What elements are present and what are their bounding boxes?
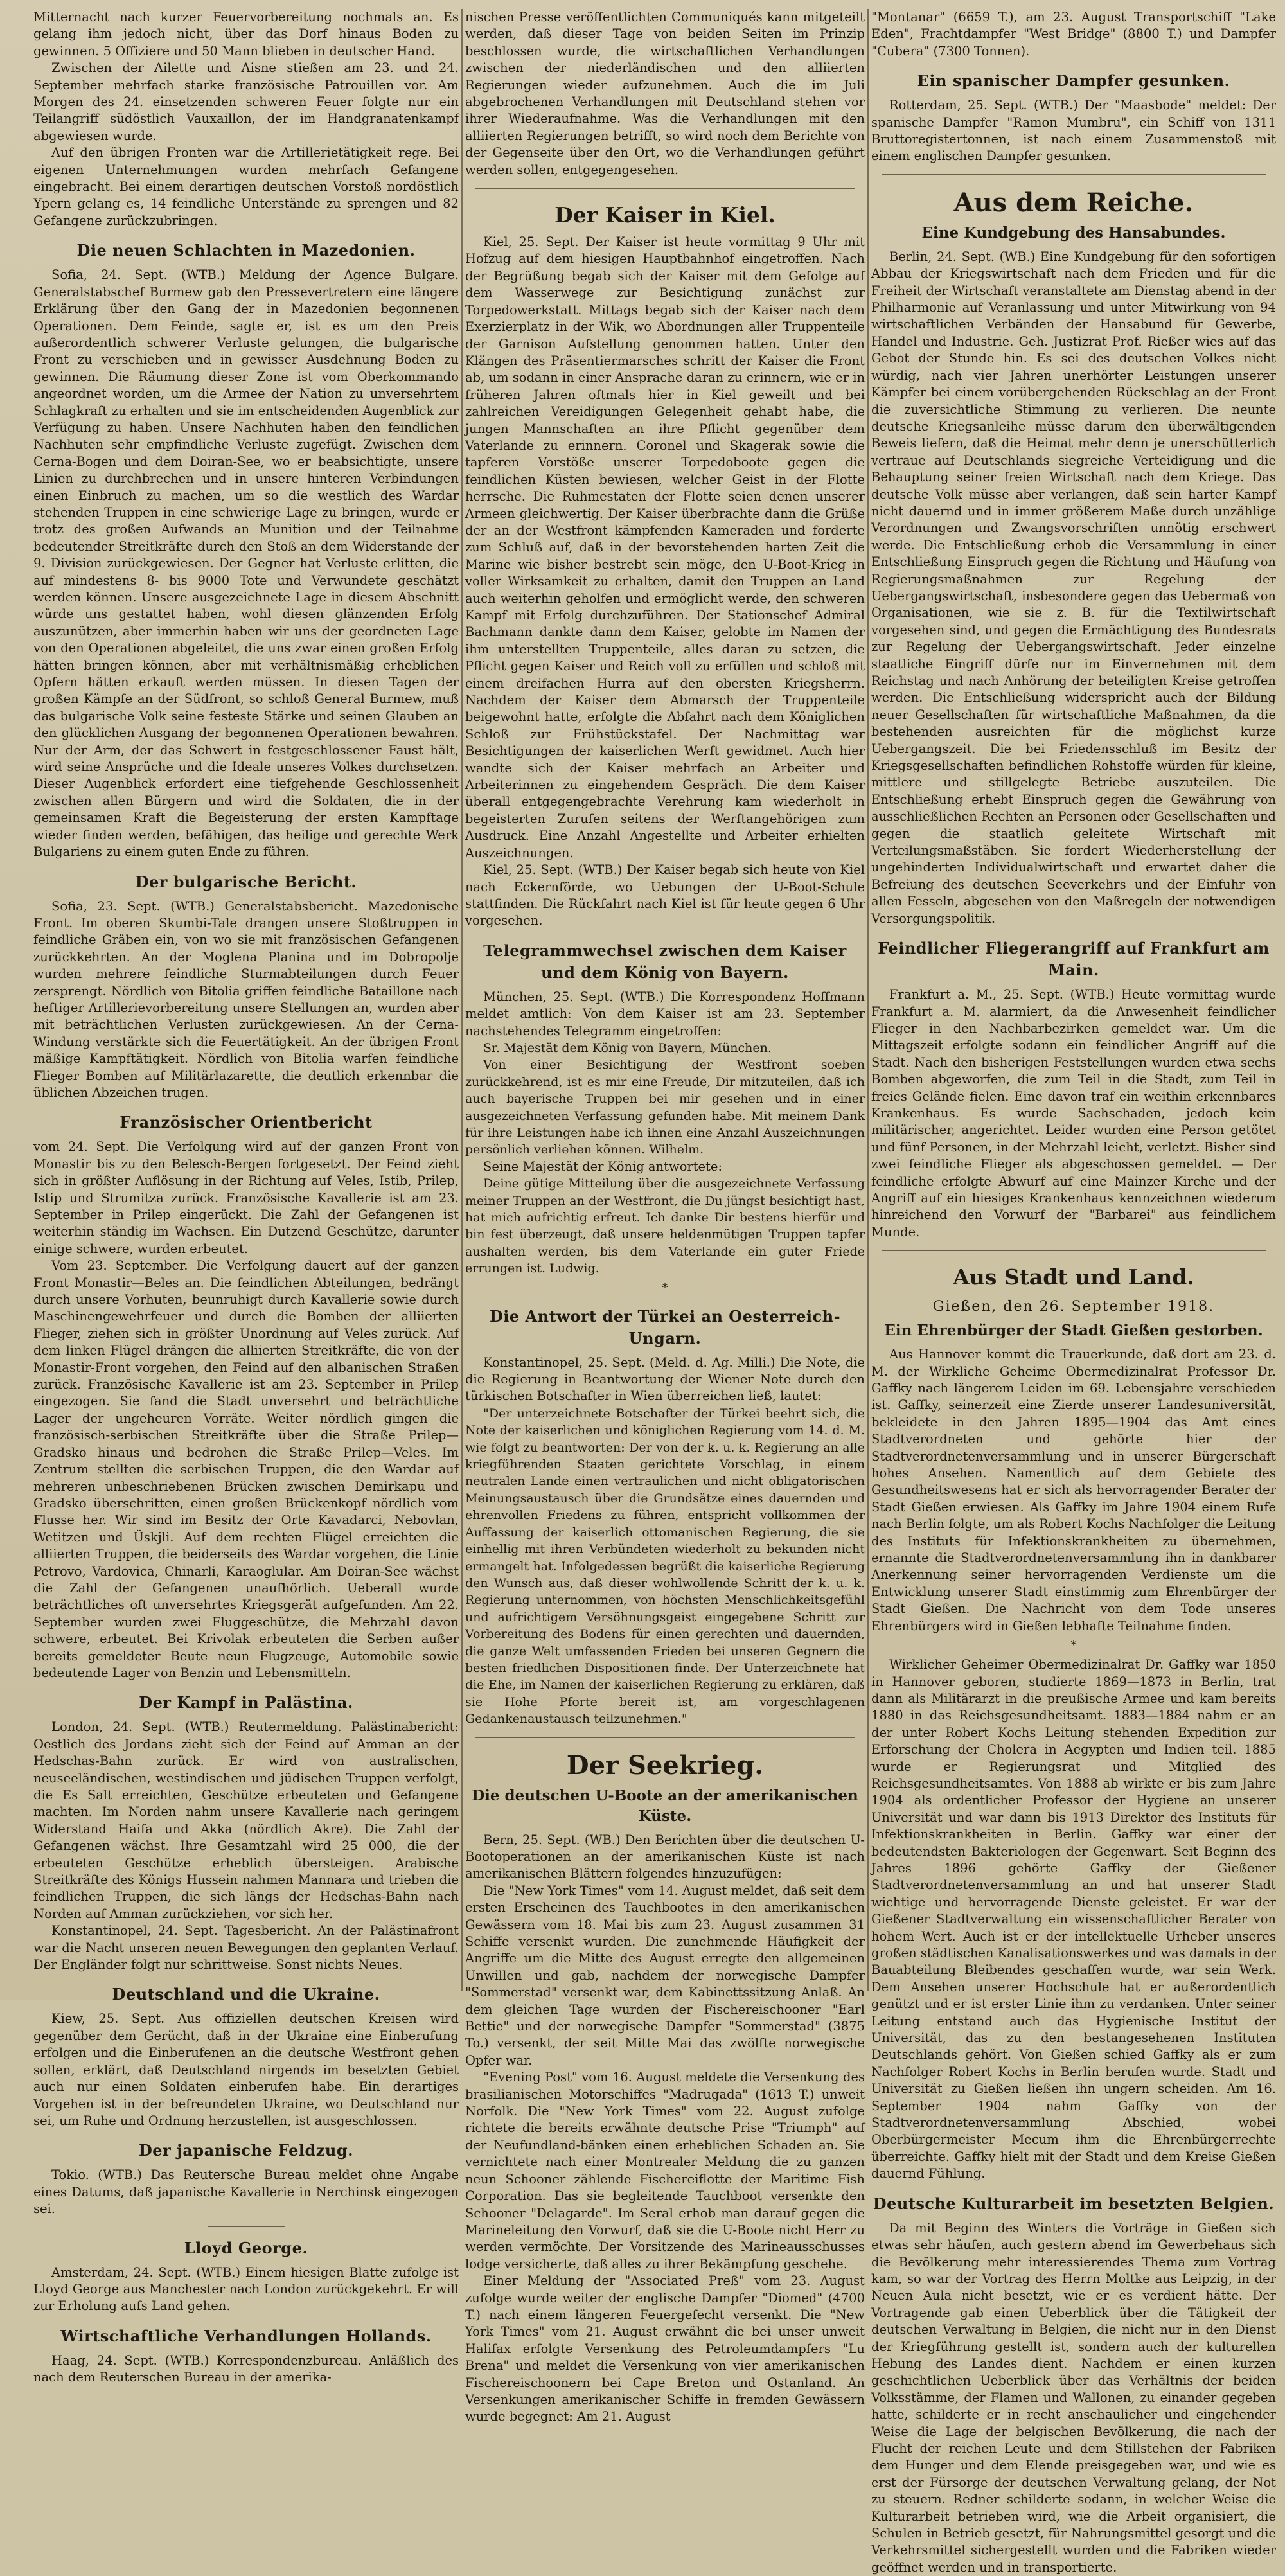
- article-paragraph: Konstantinopel, 25. Sept. (Meld. d. Ag. Milli.) Die Note, die die Regierung in Beantwortung der Wiener Note durch den türkischen Botschafter in Wien überreichen ließ, lautet:: [465, 1355, 865, 1404]
- separator-star: *: [662, 1281, 668, 1295]
- divider: [475, 1737, 855, 1738]
- article-paragraph: Konstantinopel, 24. Sept. Tagesbericht. An der Palästinafront war die Nacht unseren neuen Bewegungen den geplanten Verlauf. Der Engländer folgt nur schrittweise. Sonst nichts Neues.: [33, 1923, 459, 1973]
- column-2: [465, 9, 865, 2424]
- intro-text: Mitternacht nach kurzer Feuervorbereitung nochmals an. Es gelang ihm jedoch nicht, über das Dorf hinaus Boden zu gewinnen. 5 Offiziere und 50 Mann blieben in deutscher Hand. Zwischen der Ailette und Aisne stießen am 23. und 24. September mehrfach starke französische Patrouillen vor. Am Morgen des 24. einsetzenden schweren Feuer folgte nur ein Teilangriff südöstlich Vauxaillon, der im Handgranatenkampf abgewiesen wurde. Auf den übrigen Fronten war die Artillerietätigkeit rege. Bei eigenen Unternehmungen wurden mehrfach Gefangene eingebracht. Bei einem derartigen deutschen Vorstoß nordöstlich Ypern gelang es, 14 feindliche Unterstände zu sprengen und 82 Gefangene zurückzubringen.: [33, 10, 459, 228]
- article-paragraph: Seine Majestät der König antwortete:: [483, 1159, 723, 1174]
- section-heading: Aus dem Reiche.: [953, 187, 1194, 218]
- article-paragraph: Rotterdam, 25. Sept. (WTB.) Der "Maasbode" meldet: Der spanische Dampfer "Ramon Mumbru", ein Schiff von 1311 Bruttoregistertonnen, ist nach einem Zusammenstoß mit einem englischen Dampfer gesunken.: [871, 98, 1276, 164]
- section-heading: Die neuen Schlachten in Mazedonien.: [76, 241, 416, 260]
- article-paragraph: Amsterdam, 24. Sept. (WTB.) Einem hiesigen Blatte zufolge ist Lloyd George aus Manchester nach London zurückgekehrt. Er will zur Erholung aufs Land gehen.: [33, 2264, 459, 2314]
- article-paragraph: "Der unterzeichnete Botschafter der Türkei beehrt sich, die Note der kaiserlichen und königlichen Regierung vom 14. d. M. wie folgt zu beantworten: Der von der k. u. k. Regierung an alle kriegführenden Staaten gerichtete Vorschlag, in einem neutralen Lande einen vertraulichen und nicht obligatorischen Meinungsaustausch über die Grundsätze eines dauernden und ehrenvollen Friedens zu führen, entspricht vollkommen der Auffassung der kaiserlich ottomanischen Regierung, die sie einhellig mit ihren Verbündeten wiederholt zu bekunden nicht ermangelt hat. Infolgedessen begrüßt die kaiserliche Regierung den Wunsch aus, daß dieser wohlwollende Schritt der k. u. k. Regierung unternommen, von höchsten Menschlichkeitsgefühl und aufrichtigem Versöhnungsgeist eingegebene Schritt zur Vorbereitung des Bodens für einen gerechten und dauernden, die ganze Welt umfassenden Frieden bei unseren Gegnern die besten friedlichen Dispositionen finde. Der Unterzeichnete hat die Ehe, im Namen der kaiserlichen Regierung zu erklären, daß sie Hohe Pforte bereit ist, am vorgeschlagenen Gedankenaustausch teilzunehmen.": [465, 1406, 865, 1727]
- article-paragraph: Da mit Beginn des Winters die Vorträge in Gießen sich etwas sehr häufen, auch gestern abend im Gewerbehaus sich die Bevölkerung mehr interessierendes Thema zum Vortrag kam, so war der Vortrag des Herrn Moltke aus Leipzig, in der Neuen Aula nicht besetzt, wie er es verdient hätte. Der Vortragende gab einen Ueberblick über die Tätigkeit der deutschen Verwaltung in Belgien, die nicht nur in den Dienst der Kriegführung gestellt ist, sondern auch der kulturellen Hebung des Landes dient. Nachdem er einen kurzen geschichtlichen Ueberblick über das Verhältnis der beiden Volksstämme, der Flamen und Wallonen, zu einander gegeben hatte, schilderte er in recht anschaulicher und eingehender Weise die Lage der belgischen Bevölkerung, die nach der Flucht der reichen Leute und dem Stillstehen der Fabriken dem Hunger und dem Elende preisgegeben war, und wie es erst der Fürsorge der deutschen Verwaltung gelang, der Not zu steuern. Redner schilderte sodann, in welcher Weise die Kulturarbeit betrieben wird, wie die Arbeit organisiert, die Schulen in Betrieb gesetzt, für Nahrungsmittel gesorgt und die Verkehrsmittel sichergestellt wurden und die Fabriken wieder geöffnet werden und in transportierte.: [871, 2220, 1276, 2575]
- section-heading: Aus Stadt und Land.: [953, 1265, 1194, 1290]
- section-heading: Die Antwort der Türkei an Oesterreich-Ungarn.: [489, 1306, 841, 1347]
- article-paragraph: Kiel, 25. Sept. Der Kaiser ist heute vormittag 9 Uhr mit Hofzug auf dem hiesigen Hauptbahnhof eingetroffen. Nach der Begrüßung begab sich der Kaiser mit dem Gefolge auf dem Wasserwege zur Besichtigung zunächst zur Torpedowerkstatt. Mittags begab sich der Kaiser nach dem Exerzierplatz in der Wik, wo Abordnungen aller Truppenteile der Garnison Aufstellung genommen hatten. Unter den Klängen des Präsentiermarsches schritt der Kaiser die Front ab, um sodann in einer Ansprache daran zu erinnern, wie er in früheren Jahren oftmals hier in Kiel geweilt und bei zahlreichen Vereidigungen Gelegenheit gehabt habe, die jungen Mannschaften an ihre Pflicht gegenüber dem Vaterlande zu erinnern. Coronel und Skagerak sowie die tapferen Vorstöße unserer Torpedoboote gegen die feindlichen Küsten bewiesen, welcher Geist in der Flotte herrsche. Die Ruhmestaten der Flotte seien denen unserer Armeen gleichwertig. Der Kaiser überbrachte dann die Grüße der an der Westfront kämpfenden Kameraden und forderte zum Schluß auf, daß in der bevorstehenden harten Zeit die Marine wie bisher bestrebt sein möge, den U-Boot-Krieg in voller Wirksamkeit zu erhalten, damit den Truppen an Land auch weiterhin geholfen und ermöglicht werde, den schweren Kampf mit Erfolg durchzuführen. Der Stationschef Admiral Bachmann dankte dann dem Kaiser, gelobte im Namen der ihm unterstellten Truppenteile, alles daran zu setzen, die Pflicht gegen Kaiser und Reich voll zu erfüllen und schloß mit einem dreifachen Hurra auf den obersten Kriegsherrn. Nachdem der Kaiser dem Abmarsch der Truppenteile beigewohnt hatte, erfolgte die Abfahrt nach dem Königlichen Schloß zur Frühstückstafel. Der Nachmittag war Besichtigungen der kaiserlichen Werft gewidmet. Auch hier wandte sich der Kaiser mehrfach an Arbeiter und Arbeiterinnen zu eingehendem Gespräch. Die dem Kaiser überall entgegengebrachte Verehrung kam wiederholt in begeisterten Zurufen seitens der Werftangehörigen zum Ausdruck. Eine Anzahl Angestellte und Arbeiter erhielten Auszeichnungen.: [465, 235, 865, 860]
- section-heading: Der Seekrieg.: [566, 1750, 764, 1781]
- article-paragraph: Bern, 25. Sept. (WB.) Den Berichten über die deutschen U-Bootoperationen an der amerikanischen Küste ist nach amerikanischen Blättern folgendes hinzuzufügen:: [465, 1832, 865, 1881]
- article-paragraph: Kiel, 25. Sept. (WTB.) Der Kaiser begab sich heute von Kiel nach Eckernförde, wo Uebungen der U-Boot-Schule stattfinden. Die Rückfahrt nach Kiel ist für heute gegen 6 Uhr vorgesehen.: [465, 862, 865, 928]
- article-paragraph: Von einer Besichtigung der Westfront soeben zurückkehrend, ist es mir eine Freude, Dir mitzuteilen, daß ich auch bayerische Truppen bei mir gesehen und in einer ausgezeichneten Verfassung gefunden habe. Mit meinem Dank für ihre Leistungen habe ich ihnen eine Anzahl Auszeichnungen persönlich verliehen können. Wilhelm.: [465, 1058, 865, 1157]
- section-heading: Lloyd George.: [184, 2238, 308, 2257]
- section-subheading: Ein Ehrenbürger der Stadt Gießen gestorben.: [884, 1322, 1263, 1340]
- article-paragraph: Sr. Majestät dem König von Bayern, München.: [483, 1040, 772, 1055]
- intro-text: "Montanar" (6659 T.), am 23. August Transportschiff "Lake Eden", Frachtdampfer "West Bridge" (8800 T.) und Dampfer "Cubera" (7300 Tonnen).: [871, 10, 1276, 58]
- divider: [882, 1250, 1266, 1251]
- section-heading: Der Kampf in Palästina.: [139, 1693, 353, 1712]
- section-heading: Ein spanischer Dampfer gesunken.: [917, 71, 1230, 91]
- column-rule: [867, 9, 869, 1991]
- column-rule: [461, 9, 463, 1991]
- section-heading: Der Kaiser in Kiel.: [554, 202, 775, 228]
- column-3: [871, 9, 1276, 2575]
- article-paragraph: Berlin, 24. Sept. (WB.) Eine Kundgebung für den sofortigen Abbau der Kriegswirtschaft nach dem Frieden und für die Freiheit der Wirtschaft veranstaltete am Dienstag abend in der Philharmonie auf Veranlassung und unter Mitwirkung von 94 wirtschaftlichen Verbänden der Hansabund für Gewerbe, Handel und Industrie. Geh. Justizrat Prof. Rießer wies auf das Gebot der Stunde hin. Es sei des deutschen Volkes nicht würdig, nach vier Jahren unerhörter Leistungen unserer Kämpfer bei einem vorübergehenden Rückschlag an der Front die zuversichtliche Stimmung zu verlieren. Die neunte deutsche Kriegsanleihe müsse darum den überwältigenden Beweis liefern, daß die Heimat mehr denn je unerschütterlich vertraue auf Deutschlands siegreiche Verteidigung und die Behauptung seiner freien Wirtschaft nach dem Kriege. Das deutsche Volk müsse aber verlangen, daß sein harter Kampf nicht dauernd und in immer größerem Maße durch unzählige Verordnungen und Zwangsvorschriften unnötig erschwert werde. Die Entschließung erhob die Versammlung in einer Entschließung Einspruch gegen die Richtung und Häufung von Regierungsmaßnahmen zur Regelung der Uebergangswirtschaft, insbesondere gegen das Uebermaß von Organisationen, wie sie z. B. für die Textilwirtschaft vorgesehen sind, und gegen die Ermächtigung des Bundesrats zur Regelung der Uebergangswirtschaft. Jeder einzelne staatliche Eingriff dürfe nur im Einvernehmen mit dem Reichstag und nach Anhörung der beteiligten Kreise getroffen werden. Die Entschließung widerspricht auch der Bildung neuer Gesellschaften für wirtschaftliche Maßnahmen, da die bestehenden ausreichten für die möglichst kurze Uebergangszeit. Die bei Friedensschluß im Besitz der Kriegsgesellschaften befindlichen Rohstoffe würden für kleine, mittlere und stillgelegte Betriebe auszuteilen. Die Entschließung erhebt Einspruch gegen die Gewährung von ausschließlichen Rechten an Personen oder Gesellschaften und gegen die staatlich geleitete Wirtschaft mit Verteilungsmaßstäben. Sie fordert Wiederherstellung der ungehinderten Individualwirtschaft und erwartet daher die Befreiung des deutschen Seeverkehrs und der Einfuhr von allen Fesseln, abgesehen von den Maßregeln der notwendigen Versorgungspolitik.: [871, 249, 1276, 926]
- article-paragraph: Wirklicher Geheimer Obermedizinalrat Dr. Gaffky war 1850 in Hannover geboren, studierte 1869—1873 in Berlin, trat dann als Militärarzt in die preußische Armee und kam bereits 1880 in das Reichsgesundheitsamt. 1883—1884 nahm er an der unter Robert Kochs Leitung stehenden Expedition zur Erforschung der Cholera in Aegypten und Indien teil. 1885 wurde er Regierungsrat und Mitglied des Reichsgesundheitsamtes. Von 1888 ab wirkte er bis zum Jahre 1904 als ordentlicher Professor der Hygiene an unserer Universität und war dann bis 1913 Direktor des Instituts für Infektionskrankheiten in Berlin. Gaffky war einer der bedeutendsten Bakteriologen der Gegenwart. Seit Beginn des Jahres 1896 gehörte Gaffky der Gießener Stadtverordnetenversammlung an und hat unserer Stadt wichtige und hervorragende Dienste geleistet. Er war der Gießener Stadtverwaltung ein wissenschaftlicher Berater von hohem Wert. Auch ist er der intellektuelle Urheber unseres großen städtischen Kanalisationswerkes und was damals in der Bauabteilung Bleibendes geschaffen wurde, war sein Werk. Dem Ansehen unserer Hochschule hat er außerordentlich genützt und er ist erster Linie ihm zu verdanken. Unter seiner Leitung entstand auch das Hygienische Institut der Universität, das zu den bestangesehenen Instituten Deutschlands gehört. Von Gießen schied Gaffky als er zum Nachfolger Robert Kochs in Berlin berufen wurde. Stadt und Universität zu Gießen ließen ihn ungern scheiden. Am 16. September 1904 nahm Gaffky von der Stadtverordnetenversammlung Abschied, wobei Oberbürgermeister Mecum ihm die Ehrenbürgerrechte überreichte. Gaffky hielt mit der Stadt und dem Kreise Gießen dauernd Fühlung.: [871, 1657, 1276, 2181]
- section-heading: Telegrammwechsel zwischen dem Kaiser und dem König von Bayern.: [483, 941, 847, 982]
- divider: [475, 188, 855, 189]
- article-paragraph: Deine gütige Mitteilung über die ausgezeichnete Verfassung meiner Truppen an der Westfront, die Du jüngst besichtigt hast, hat mich aufrichtig erfreut. Ich danke Dir bestens hierfür und bin fest überzeugt, daß unsere heldenmütigen Truppen tapfer aushalten werden, bis dem Vaterlande ein guter Friede errungen ist. Ludwig.: [465, 1177, 865, 1276]
- article-paragraph: "Evening Post" vom 16. August meldete die Versenkung des brasilianischen Motorschiffes "Madrugada" (1613 T.) unweit Norfolk. Die "New York Times" vom 22. August zufolge richtete die bereits erwähnte deutsche Prise "Triumph" auf der Neufundland-bänken einen erheblichen Schaden an. Sie vernichtete nach einer Montrealer Meldung die zu ganzen neun Schooner zählende Fischereiflotte der Maritime Fish Corporation. Das sie begleitende Tauchboot versenkte den Schooner "Delagarde". Im Seral erhob man darauf gegen die Marineleitung den Vorwurf, daß sie die U-Boote nicht Herr zu werden vermöchte. Der Vorsitzende des Marineausschusses lodge versicherte, daß alles zu ihrer Bekämpfung geschehe.: [465, 2070, 865, 2271]
- section-subheading: Die deutschen U-Boote an der amerikanischen Küste.: [472, 1786, 858, 1825]
- section-heading: Der japanische Feldzug.: [138, 2141, 354, 2160]
- section-heading: Wirtschaftliche Verhandlungen Hollands.: [60, 2326, 432, 2345]
- article-paragraph: Aus Hannover kommt die Trauerkunde, daß dort am 23. d. M. der Wirkliche Geheime Obermedizinalrat Professor Dr. Gaffky nach längerem Leiden im 69. Lebensjahre verschieden ist. Gaffky, seinerzeit eine Zierde unserer Landesuniversität, bekleidete in den Jahren 1895—1904 das Amt eines Stadtverordneten und gehörte hier der Stadtverordnetenversammlung und in unserer Bürgerschaft hohes Ansehen. Namentlich auf dem Gebiete des Gesundheitswesens hat er sich als hervorragender Berater der Stadt Gießen erwiesen. Als Gaffky im Jahre 1904 einem Rufe nach Berlin folgte, um als Robert Kochs Nachfolger die Leitung des Instituts für Infektionskrankheiten zu übernehmen, ernannte die Stadtverordnetenversammlung ihn in dankbarer Anerkennung seiner hervorragenden Verdienste um die Entwicklung unserer Stadt einstimmig zum Ehrenbürger der Stadt Gießen. Die Nachricht von dem Tode unseres Ehrenbürgers wird in Gießen lebhafte Teilnahme finden.: [871, 1347, 1276, 1633]
- article-paragraph: vom 24. Sept. Die Verfolgung wird auf der ganzen Front von Monastir bis zu den Belesch-Bergen fortgesetzt. Der Feind zieht sich in größter Auflösung in der Richtung auf Veles, Istib, Prilep, Istip und Strumitza zurück. Französische Kavallerie ist am 23. September in Prilep eingerückt. Die Zahl der Gefangenen ist weiterhin ständig im Wachsen. Ein Dutzend Geschütze, darunter einige schwere, wurden erbeutet.: [33, 1139, 459, 1256]
- article-paragraph: Die "New York Times" vom 14. August meldet, daß seit dem ersten Erscheinen des Tauchbootes in den amerikanischen Gewässern vom 18. Mai bis zum 23. August zusammen 31 Schiffe versenkt wurden. Die zunehmende Häufigkeit der Angriffe um die Mitte des August erregte den allgemeinen Unwillen und gab, nachdem der norwegische Dampfer "Sommerstad" versenkt war, dem Kabinettssitzung Anlaß. An dem gleichen Tage wurden der Fischereischooner "Earl Bettie" und der norwegische Dampfer "Sommerstad" (3875 To.) versenkt, der seit Mitte Mai das zwölfte norwegische Opfer war.: [465, 1883, 865, 2068]
- column-1: [33, 9, 459, 2385]
- intro-text: nischen Presse veröffentlichten Communiqués kann mitgeteilt werden, daß dieser Tage von beiden Seiten im Prinzip beschlossen wurde, die wirtschaftlichen Verhandlungen zwischen der niederländischen und den alliierten Regierungen wieder aufzunehmen. Auch die im Juli abgebrochenen Verhandlungen mit Deutschland stehen vor ihrer Wiederaufnahme. Was die Verhandlungen mit den alliierten Regierungen betrifft, so wird noch dem Berichte von der Gegenseite über den Ort, wo die Verhandlungen geführt werden sollen, entgegengesehen.: [465, 10, 865, 177]
- article-paragraph: Einer Meldung der "Associated Preß" vom 23. August zufolge wurde weiter der englische Dampfer "Diomed" (4700 T.) nach einem längeren Feuergefecht versenkt. Die "New York Times" vom 21. August erwähnt die bei unser unweit Halifax erfolgte Versenkung des Petroleumdampfers "Lu Brena" und meldet die Versenkung von vier amerikanischen Fischereischoonern bei Cape Breton und Ostanland. An Versenkungen amerikanischer Schiffe in fremden Gewässern wurde begegnet: Am 21. August: [465, 2273, 865, 2424]
- article-paragraph: Frankfurt a. M., 25. Sept. (WTB.) Heute vormittag wurde Frankfurt a. M. alarmiert, da die Anwesenheit feindlicher Flieger in den Nachbarbezirken gemeldet war. Um die Mittagszeit erfolgte sodann ein feindlicher Angriff auf die Stadt. Nach den bisherigen Feststellungen wurden etwa sechs Bomben abgeworfen, die zum Teil in die Stadt, zum Teil in freies Gelände fielen. Eine davon traf ein weithin erkennbares Krankenhaus. Es wurde Sachschaden, jedoch kein militärischer, angerichtet. Leider wurden eine Person getötet und fünf Personen, in der Mehrzahl leicht, verletzt. Bisher sind zwei feindliche Flieger als abgeschossen gemeldet. — Der feindliche erfolgte Abwurf auf eine Mainzer Kirche und der Angriff auf ein hiesiges Krankenhaus kennzeichnen wiederum hinreichend den Vorwurf der "Barbarei" aus feindlichem Munde.: [871, 987, 1276, 1239]
- article-paragraph: London, 24. Sept. (WTB.) Reutermeldung. Palästinabericht: Oestlich des Jordans zieht sich der Feind auf Amman an der Hedschas-Bahn zurück. Er wird von australischen, neuseeländischen, westindischen und jüdischen Truppen verfolgt, die Es Salt erreichten, Geschütze erbeuteten und Gefangene machten. Im Norden nahm unsere Kavallerie nach geringem Widerstand Haifa und Akka (nördlich Akre). Die Zahl der Gefangenen wächst. Ihre Gesamtzahl wird 25 000, die der erbeuteten Geschütze erheblich übersteigen. Arabische Streitkräfte des Königs Hussein nahmen Mannara und trieben die feindlichen Truppen, die sich längs der Hedschas-Bahn nach Norden auf Amman zurückziehen, vor sich her.: [33, 1719, 459, 1921]
- section-subheading: Eine Kundgebung des Hansabundes.: [921, 224, 1226, 242]
- section-heading: Der bulgarische Bericht.: [135, 872, 357, 891]
- divider: [208, 2226, 285, 2227]
- article-paragraph: Sofia, 23. Sept. (WTB.) Generalstabsbericht. Mazedonische Front. Im oberen Skumbi-Tale drangen unsere Stoßtruppen in feindliche Gräben ein, von wo sie mit französischen Gefangenen zurückkehrten. An der Moglena Planina und im Dobropolje wurden mehrere feindliche Sturmabteilungen durch Feuer zersprengt. Nördlich von Bitolia griffen feindliche Bataillone nach heftiger Artillerievorbereitung unsere Stellungen an, wurden aber mit beträchtlichen Verlusten zurückgewiesen. An der Cerna-Windung verstärkte sich die Feuertätigkeit. An der übrigen Front mäßige Kampftätigkeit. Nördlich von Bitolia warfen feindliche Flieger Bomben auf Militärlazarette, die deutlich erkennbar die üblichen Abzeichen trugen.: [33, 898, 459, 1100]
- article-paragraph: Sofia, 24. Sept. (WTB.) Meldung der Agence Bulgare. Generalstabschef Burmew gab den Pressevertretern eine längere Erklärung über den Gang der in Mazedonien begonnenen Operationen. Dem Feinde, sagte er, ist es um den Preis außerordentlich schwerer Verluste gelungen, die bulgarische Front zu verschieben und in gewisser Ausdehnung Boden zu gewinnen. Die Räumung dieser Zone ist vom Oberkommando angeordnet worden, um die Armee der Nation zu unversehrtem Schlagkraft zu erhalten und sie im entscheidenden Augenblick zur Verfügung zu haben. Unsere Nachhuten haben den feindlichen Nachhuten sehr empfindliche Verluste zugefügt. Zwischen dem Cerna-Bogen und dem Doiran-See, wo er beabsichtigte, unsere Linien zu durchbrechen und in unsere hinteren Verbindungen einen Einbruch zu machen, um so die westlich des Wardar stehenden Truppen in eine schwierige Lage zu bringen, wurde er trotz des großen Aufwands an Munition und der Teilnahme bedeutender Streitkräfte durch den Stoß an dem Widerstande der 9. Division zurückgewiesen. Der Gegner hat Verluste erlitten, die auf mindestens 8- bis 9000 Tote und Verwundete geschätzt werden können. Unsere ausgezeichnete Lage in diesem Abschnitt würde uns gestattet haben, wohl diesen glänzenden Erfolg auszunützen, aber immerhin haben wir uns der geordneten Lage von den Operationen abgeleitet, die uns zwar einen großen Erfolg hätten bringen können, aber mit verhältnismäßig erheblichen Opfern hätten erkauft werden müssen. In diesen Tagen der großen Kämpfe an der Südfront, so schloß General Burmew, muß das bulgarische Volk seine festeste Stärke und seinen Glauben an den glücklichen Ausgang der begonnenen Operationen bewahren. Nur der Arm, der das Schwert in festgeschlossener Faust hält, wird seine Ansprüche und die Ideale unseres Volkes durchsetzen. Dieser Augenblick erfordert eine tiefgehende Geschlossenheit zwischen allen Bürgern und wird die Soldaten, die in der gemeinsamen Kraft die Begeisterung der ersten Kampftage wieder finden werden, befähigen, das heilige und gerechte Werk Bulgariens zu einem guten Ende zu führen.: [33, 267, 459, 860]
- section-heading: Deutschland und die Ukraine.: [112, 1985, 380, 2004]
- article-paragraph: Haag, 24. Sept. (WTB.) Korrespondenzbureau. Anläßlich des nach dem Reuterschen Bureau in der amerika-: [33, 2352, 459, 2385]
- separator-star: *: [1070, 1639, 1077, 1653]
- article-paragraph: München, 25. Sept. (WTB.) Die Korrespondenz Hoffmann meldet amtlich: Von dem Kaiser ist am 23. September nachstehendes Telegramm eingetroffen:: [465, 989, 865, 1038]
- divider: [882, 174, 1266, 175]
- section-heading: Feindlicher Fliegerangriff auf Frankfurt am Main.: [878, 939, 1270, 980]
- article-paragraph: Kiew, 25. Sept. Aus offiziellen deutschen Kreisen wird gegenüber dem Gerücht, daß in der Ukraine eine Einberufung erfolgen und die Einberufenen an die deutsche Westfront gehen sollen, erklärt, daß Deutschland nirgends im besetzten Gebiet auch nur einen Soldaten einberufen habe. Ein derartiges Vorgehen ist in der befreundeten Ukraine, wo Deutschland nur sei, um Ruhe und Ordnung herzustellen, ist ausgeschlossen.: [33, 2011, 459, 2128]
- article-paragraph: Vom 23. September. Die Verfolgung dauert auf der ganzen Front Monastir—Beles an. Die feindlichen Abteilungen, bedrängt durch unsere Vorhuten, beunruhigt durch Kavallerie sowie durch Maschinengewehrfeuer und durch die Bomben der alliierten Flieger, ziehen sich in größter Unordnung auf Veles zurück. Auf dem linken Flügel drängen die alliierten Streitkräfte, die von der Monastir-Front vorgehen, den Feind auf den albanischen Straßen zurück. Französische Kavallerie ist am 23. September in Prilep eingezogen. Sie fand die Stadt unversehrt und beträchtliche Lager der ungeheuren Vorräte. Weiter nördlich gingen die französisch-serbischen Streitkräfte über die Straße Prilep—Gradsko hinaus und bedrohen die Straße Prilep—Veles. Im Zentrum stellten die serbischen Truppen, die den Wardar auf mehreren unbeschriebenen Brücken zwischen Demirkapu und Gradsko überschritten, einen großen Brückenkopf nördlich vom Flusse her. Wir sind im Besitz der Orte Kavadarci, Nebovlan, Wetitzen und Üskjli. Auf dem rechten Flügel erreichten die alliierten Truppen, die beiderseits des Wardar vorgehen, die Linie Petrovo, Vardovica, Chinarli, Karaoglular. Am Doiran-See wächst die Zahl der Gefangenen unaufhörlich. Ueberall wurde beträchtliches oft unversehrtes Kriegsgerät aufgefunden. Am 22. September wurden zwei Fluggeschütze, die Mehrzahl davon schwere, erbeutet. Bei Krivolak erbeuteten die Serben außer bereits gemeldeter Beute neun Flugzeuge, Automobile sowie bedeutende Lager von Benzin und Lebensmitteln.: [33, 1258, 459, 1680]
- article-paragraph: Tokio. (WTB.) Das Reutersche Bureau meldet ohne Angabe eines Datums, daß japanische Kavallerie in Nerchinsk eingezogen sei.: [33, 2167, 459, 2217]
- dateline: Gießen, den 26. September 1918.: [932, 1299, 1215, 1315]
- section-heading: Französischer Orientbericht: [120, 1113, 373, 1132]
- section-heading: Deutsche Kulturarbeit im besetzten Belgien.: [873, 2194, 1275, 2213]
